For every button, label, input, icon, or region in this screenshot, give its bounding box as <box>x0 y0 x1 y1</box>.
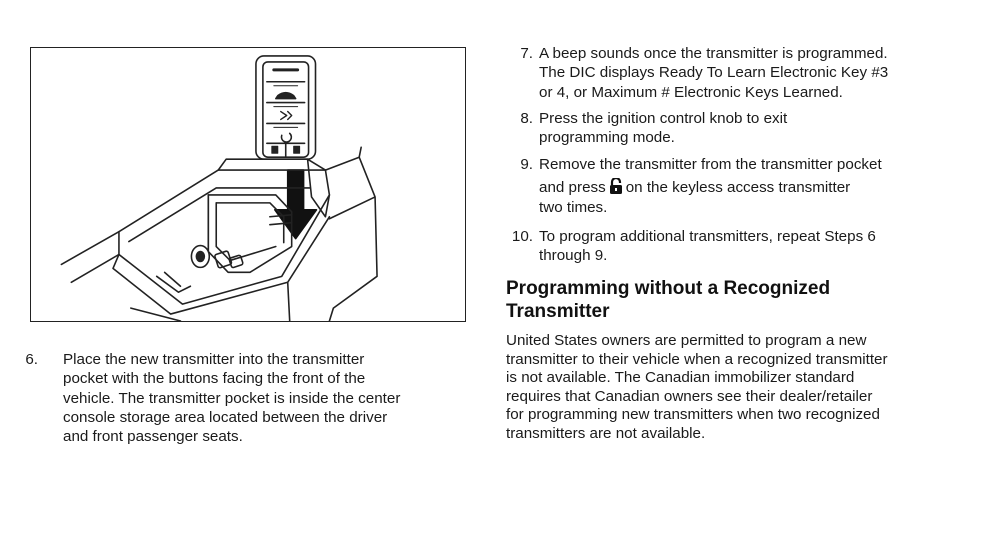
paragraph-line: is not available. The Canadian immobilizer standard <box>506 369 855 387</box>
step-7-line: A beep sounds once the transmitter is programmed. <box>539 45 888 62</box>
step-9-line-with-icon <box>539 178 969 197</box>
step-8-line: Press the ignition control knob to exit <box>539 110 788 127</box>
step-9-line: two times. <box>539 198 608 216</box>
step-8-line: programming mode. <box>539 129 675 147</box>
step-10-line: through 9. <box>539 247 608 265</box>
step-8-number: 8. <box>520 110 533 127</box>
step-9-text-after-icon: on the keyless access transmitter <box>625 179 851 197</box>
paragraph-line: United States owners are permitted to program a new <box>506 332 867 349</box>
step-6-line: console storage area located between the driver <box>63 408 388 426</box>
section-heading-line: Programming without a Recognized <box>506 278 831 299</box>
paragraph-line: requires that Canadian owners see their dealer/retailer <box>506 387 873 405</box>
paragraph-line: transmitters are not available. <box>506 424 706 442</box>
step-9 <box>506 155 976 220</box>
step-7-line: or 4, or Maximum # Electronic Keys Learned. <box>539 83 843 101</box>
section-heading-line: Transmitter <box>506 301 610 322</box>
step-10-text <box>539 227 969 266</box>
step-9-text <box>539 155 969 217</box>
unlock-icon <box>609 178 623 194</box>
paragraph-line: for programming new transmitters when two recognized <box>506 406 880 424</box>
step-6-line: and front passenger seats. <box>63 428 243 446</box>
step-6-number: 6. <box>25 351 38 368</box>
step-7 <box>506 44 976 104</box>
console-illustration-figure <box>30 47 466 322</box>
step-8 <box>506 109 976 149</box>
step-6-line: vehicle. The transmitter pocket is inside the center <box>63 389 401 407</box>
step-6-text <box>63 350 463 446</box>
section-heading <box>506 277 946 323</box>
step-7-line: The DIC displays Ready To Learn Electronic Key #3 <box>539 64 889 82</box>
car-console-transmitter-illustration <box>31 48 465 321</box>
step-7-text <box>539 44 969 102</box>
step-9-line: Remove the transmitter from the transmitter pocket <box>539 156 882 173</box>
step-6-line: Place the new transmitter into the transmitter <box>63 351 365 368</box>
step-10-number: 10. <box>511 228 533 245</box>
step-9-number: 9. <box>520 156 533 173</box>
step-10 <box>506 227 976 267</box>
step-10-line: To program additional transmitters, repeat Steps 6 <box>539 228 876 245</box>
paragraph-line: transmitter to their vehicle when a recognized transmitter <box>506 350 888 368</box>
step-7-number: 7. <box>520 45 533 62</box>
section-paragraph <box>506 332 966 444</box>
step-9-text-before-icon: and press <box>539 179 606 197</box>
step-8-text <box>539 109 969 148</box>
step-6-line: pocket with the buttons facing the front of the <box>63 370 366 388</box>
